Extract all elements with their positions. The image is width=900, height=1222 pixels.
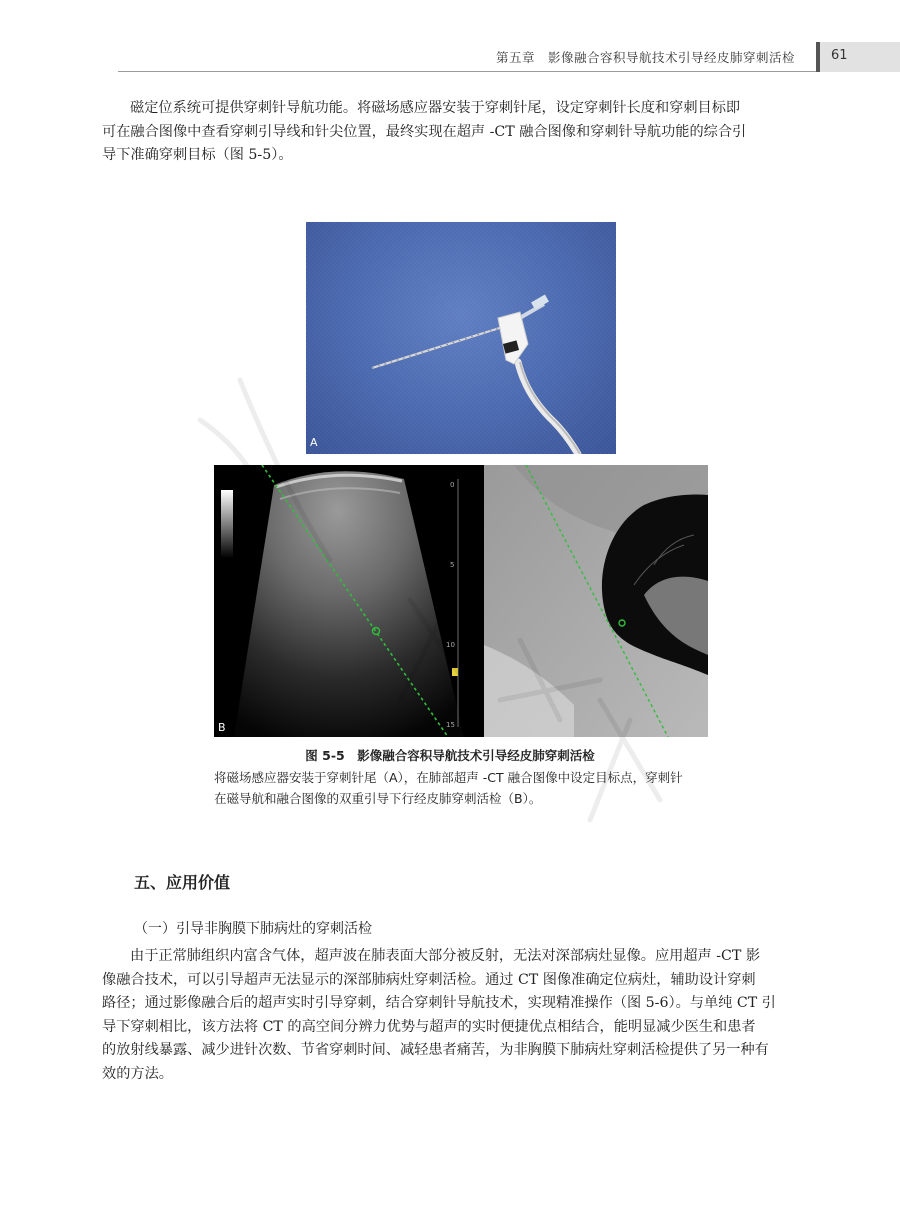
figure-caption-title: 图 5-5 影像融合容积导航技术引导经皮肺穿刺活检 — [305, 748, 595, 763]
paragraph-line: 导下穿刺相比，该方法将 CT 的高空间分辨力优势与超声的实时便捷优点相结合，能明显减少医生和患者 — [102, 1018, 756, 1035]
panel-a-label: A — [310, 436, 318, 449]
subsection-heading: （一）引导非胸膜下肺病灶的穿刺活检 — [134, 921, 372, 937]
scale-label: 10 — [446, 641, 455, 649]
scale-label: 0 — [450, 481, 455, 489]
caption-line: 将磁场感应器安装于穿刺针尾（A），在肺部超声 -CT 融合图像中设定目标点，穿刺针 — [214, 770, 683, 785]
header-rule — [118, 71, 900, 72]
paragraph-line: 可在融合图像中查看穿刺引导线和针尖位置，最终实现在超声 -CT 融合图像和穿刺针导航功能的综合引 — [102, 123, 747, 140]
section-heading: 五、应用价值 — [134, 873, 231, 892]
body-paragraph — [102, 945, 822, 1086]
paragraph-line: 的放射线暴露、减少进针次数、节省穿刺时间、减轻患者痛苦，为非胸膜下肺病灶穿刺活检提供了另一种有 — [102, 1042, 769, 1058]
paragraph-line: 磁定位系统可提供穿刺针导航功能。将磁场感应器安装于穿刺针尾，设定穿刺针长度和穿刺目标即 — [130, 100, 741, 116]
scale-label: 5 — [450, 561, 455, 569]
paragraph-line: 导下准确穿刺目标（图 5-5）。 — [102, 147, 293, 163]
paragraph-line: 路径；通过影像融合后的超声实时引导穿刺，结合穿刺针导航技术，实现精准操作（图 5-6）。与单纯 CT 引 — [102, 995, 776, 1011]
paragraph-line: 效的方法。 — [102, 1065, 173, 1082]
panel-b-label: B — [218, 721, 226, 734]
figure-panel-b — [214, 465, 708, 737]
intro-paragraph — [102, 97, 822, 168]
figure-panel-a — [306, 222, 616, 454]
grayscale-bar — [221, 490, 233, 558]
page-number: 61 — [831, 48, 848, 63]
chapter-title: 第五章 影像融合容积导航技术引导经皮肺穿刺活检 — [496, 50, 796, 65]
scale-label: 15 — [446, 721, 455, 729]
caption-line: 在磁导航和融合图像的双重引导下行经皮肺穿刺活检（B）。 — [214, 791, 542, 806]
figure-caption-body — [214, 767, 714, 809]
paragraph-line: 由于正常肺组织内富含气体，超声波在肺表面大部分被反射，无法对深部病灶显像。应用超声 -CT 影 — [130, 948, 761, 964]
fusion-image — [214, 465, 708, 737]
paragraph-line: 像融合技术，可以引导超声无法显示的深部肺病灶穿刺活检。通过 CT 图像准确定位病灶，辅助设计穿刺 — [102, 971, 756, 988]
needle-photo — [306, 222, 616, 454]
